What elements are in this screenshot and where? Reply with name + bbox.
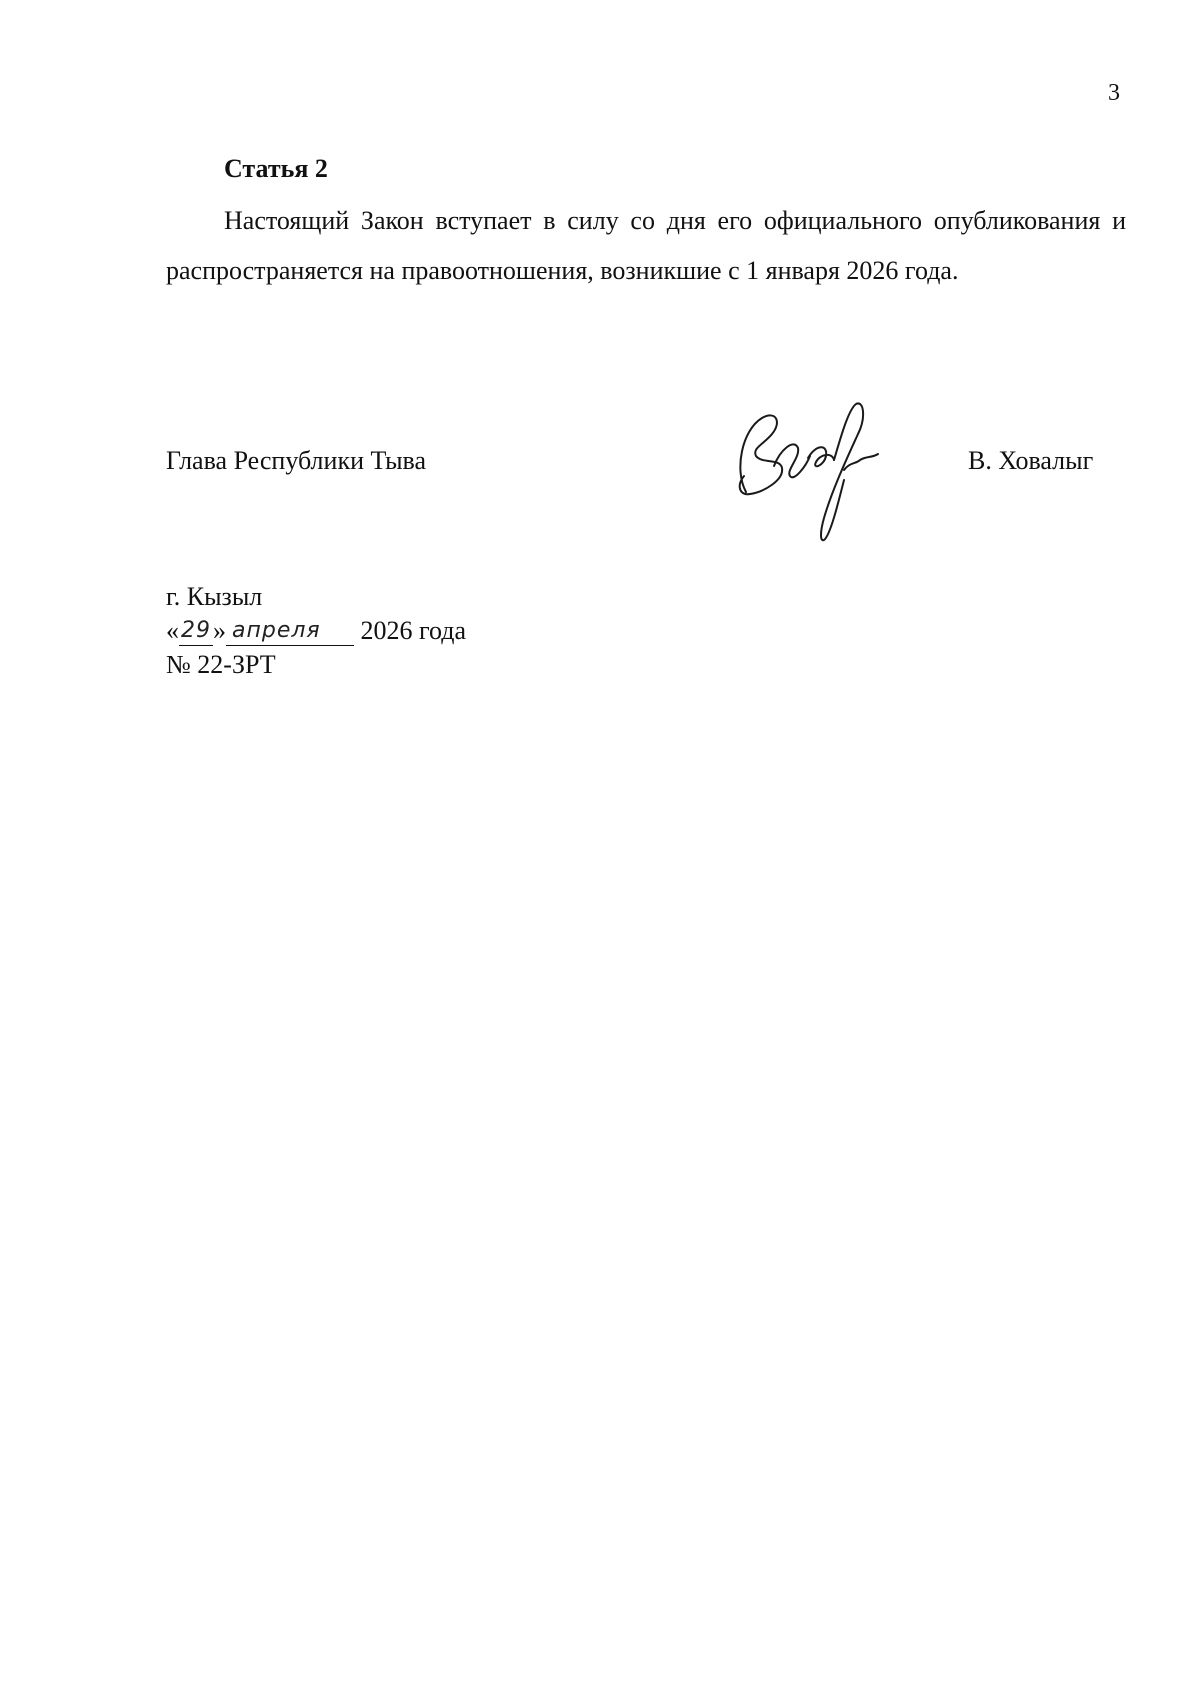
date-open-quote: «: [166, 616, 179, 645]
signing-date: [166, 616, 466, 646]
handwritten-signature: [728, 400, 893, 550]
date-month-handwritten: апреля: [232, 618, 321, 643]
place-of-signing: г. Кызыл: [166, 582, 263, 611]
signatory-role: Глава Республики Тыва: [166, 446, 427, 475]
date-close-quote: »: [213, 616, 226, 645]
date-day-handwritten: 29: [181, 618, 211, 643]
date-month-field: [226, 617, 354, 646]
date-year: 2026 года: [360, 616, 467, 645]
page-number: 3: [1108, 80, 1120, 106]
date-day-field: [179, 617, 213, 646]
law-number: № 22-ЗРТ: [166, 650, 276, 679]
signatory-name: В. Ховалыг: [968, 446, 1094, 475]
article-title: Статья 2: [224, 154, 328, 183]
article-body: Настоящий Закон вступает в силу со дня его официального опубликования и распространяется на правоотношения, возникшие с 1 января 2026 года.: [166, 206, 1126, 285]
